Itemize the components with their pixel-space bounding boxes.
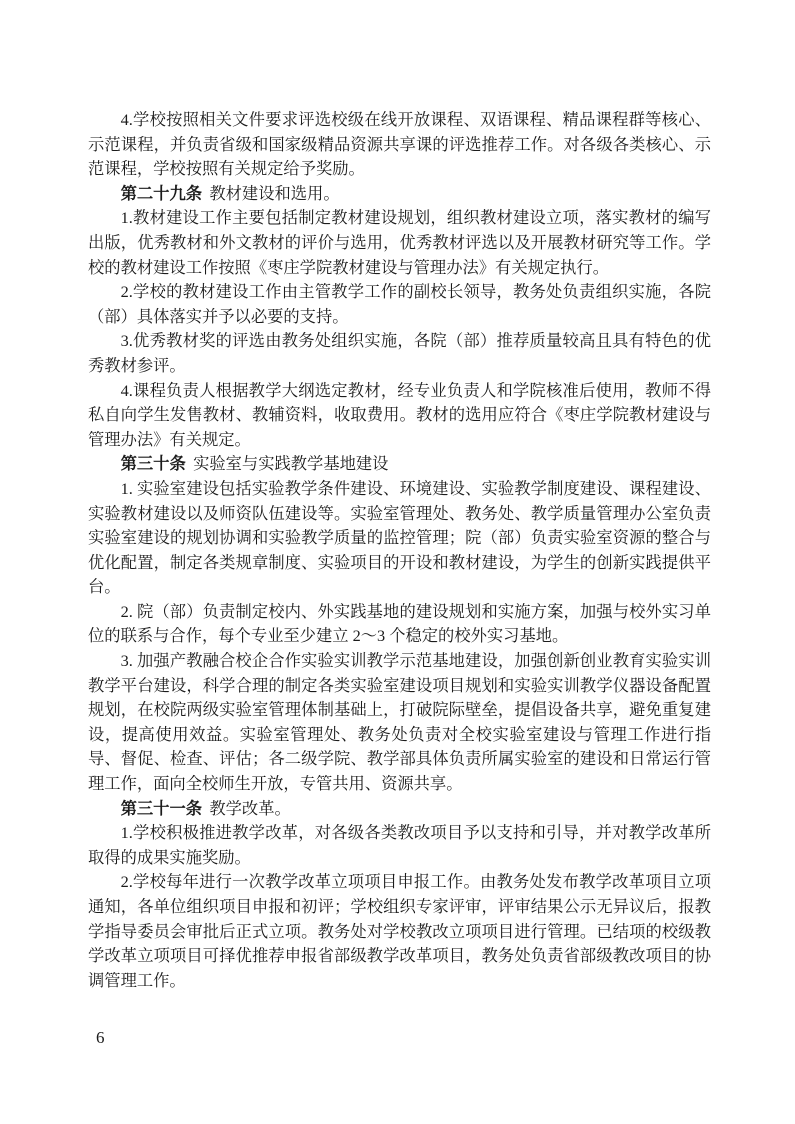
- article-number: 第三十条: [120, 454, 186, 474]
- paragraph: 2. 院（部）负责制定校内、外实践基地的建设规划和实施方案，加强与校外实习单位的联系与合作，每个专业至少建立 2～3 个稳定的校外实习基地。: [88, 601, 711, 646]
- paragraph: 1.教材建设工作主要包括制定教材建设规划，组织教材建设立项，落实教材的编写出版，优秀教材和外文教材的评价与选用，优秀教材评选以及开展教材研究等工作。学校的教材建设工作按照《枣庄学院教材建设与管理办法》有关规定执行。: [88, 208, 711, 277]
- paragraph: 2.学校的教材建设工作由主管教学工作的副校长领导，教务处负责组织实施，各院（部）具体落实并予以必要的支持。: [88, 282, 711, 326]
- paragraph: 1. 实验室建设包括实验教学条件建设、环境建设、实验教学制度建设、课程建设、实验教材建设以及师资队伍建设等。实验室管理处、教务处、教学质量管理办公室负责实验室建设的规划协调和实验教学质量的监控管理；院（部）负责实验室资源的整合与优化配置，制定各类规章制度、实验项目的开设和教材建设，为学生的创新实践提供平台。: [88, 478, 711, 597]
- article-number: 第三十一条: [120, 798, 203, 818]
- article-title: 教材建设和选用。: [209, 183, 340, 203]
- article-heading: [88, 182, 711, 207]
- article-heading: [88, 452, 711, 477]
- page-number: 6: [96, 1028, 105, 1047]
- document-body: [88, 108, 711, 993]
- paragraph: 1.学校积极推进教学改革，对各级各类教改项目予以支持和引导，并对教学改革所取得的成果实施奖励。: [88, 823, 711, 867]
- paragraph: 4.学校按照相关文件要求评选校级在线开放课程、双语课程、精品课程群等核心、示范课程，并负责省级和国家级精品资源共享课的评选推荐工作。对各级各类核心、示范课程，学校按照有关规定给予奖励。: [88, 110, 711, 179]
- article-title: 教学改革。: [209, 798, 291, 818]
- article-title: 实验室与实践教学基地建设: [193, 454, 389, 474]
- article-heading: [88, 797, 711, 822]
- paragraph: 4.课程负责人根据教学大纲选定教材，经专业负责人和学院核准后使用，教师不得私自向学生发售教材、教辅资料，收取费用。教材的选用应符合《枣庄学院教材建设与管理办法》有关规定。: [88, 380, 711, 449]
- paragraph: 3.优秀教材奖的评选由教务处组织实施，各院（部）推荐质量较高且具有特色的优秀教材参评。: [88, 331, 711, 375]
- paragraph: 3. 加强产教融合校企合作实验实训教学示范基地建设，加强创新创业教育实验实训教学平台建设，科学合理的制定各类实验室建设项目规划和实验实训教学仪器设备配置规划，在校院两级实验室管理体制基础上，打破院际壁垒，提倡设备共享，避免重复建设，提高使用效益。实验室管理处、教务处负责对全校实验室建设与管理工作进行指导、督促、检查、评估；各二级学院、教学部具体负责所属实验室的建设和日常运行管理工作，面向全校师生开放，专管共用、资源共享。: [88, 651, 711, 794]
- paragraph: 2.学校每年进行一次教学改革立项项目申报工作。由教务处发布教学改革项目立项通知，各单位组织项目申报和初评；学校组织专家评审，评审结果公示无异议后，报教学指导委员会审批后正式立项。教务处对学校教改立项项目进行管理。已结项的校级教学改革立项项目可择优推荐申报省部级教学改革项目，教务处负责省部级教改项目的协调管理工作。: [88, 872, 711, 990]
- article-number: 第二十九条: [120, 183, 203, 203]
